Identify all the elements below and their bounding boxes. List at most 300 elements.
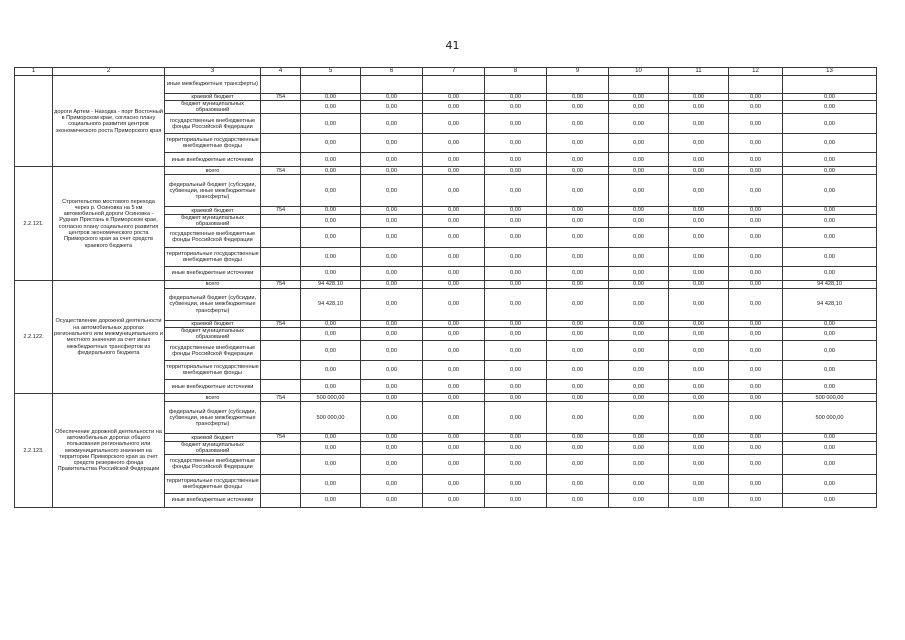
amount-cell: 0,00 (609, 94, 669, 101)
amount-cell: 500 000,00 (301, 394, 361, 402)
admin-code: 754 (261, 394, 301, 402)
amount-cell: 0,00 (485, 493, 547, 507)
amount-cell: 0,00 (423, 341, 485, 361)
amount-cell: 0,00 (609, 247, 669, 266)
amount-cell: 94 428,10 (301, 280, 361, 288)
amount-cell: 0,00 (423, 380, 485, 394)
amount-cell (609, 76, 669, 94)
amount-cell: 0,00 (547, 247, 609, 266)
admin-code: 754 (261, 434, 301, 441)
amount-cell: 0,00 (547, 328, 609, 341)
admin-code (261, 441, 301, 454)
amount-cell: 0,00 (547, 266, 609, 280)
amount-cell: 0,00 (783, 341, 877, 361)
page-number: 41 (445, 39, 460, 52)
amount-cell: 0,00 (361, 94, 423, 101)
amount-cell: 0,00 (547, 167, 609, 175)
amount-cell: 0,00 (361, 266, 423, 280)
admin-code: 754 (261, 280, 301, 288)
amount-cell: 0,00 (485, 474, 547, 493)
funding-source: территориальные государственные внебюджетные фонды (165, 361, 261, 380)
amount-cell: 0,00 (485, 266, 547, 280)
amount-cell: 0,00 (669, 394, 729, 402)
amount-cell: 0,00 (669, 227, 729, 247)
amount-cell: 0,00 (729, 434, 783, 441)
amount-cell: 0,00 (485, 153, 547, 167)
amount-cell: 0,00 (669, 361, 729, 380)
admin-code (261, 454, 301, 474)
amount-cell: 0,00 (485, 207, 547, 214)
funding-source: иные межбюджетные трансферты) (165, 76, 261, 94)
amount-cell: 0,00 (485, 214, 547, 227)
amount-cell: 0,00 (729, 454, 783, 474)
amount-cell: 0,00 (485, 94, 547, 101)
amount-cell: 0,00 (485, 227, 547, 247)
amount-cell: 0,00 (609, 474, 669, 493)
amount-cell: 0,00 (361, 434, 423, 441)
amount-cell: 0,00 (423, 320, 485, 327)
amount-cell: 0,00 (301, 175, 361, 207)
admin-code (261, 175, 301, 207)
amount-cell: 0,00 (485, 288, 547, 320)
amount-cell: 0,00 (609, 134, 669, 153)
amount-cell: 0,00 (361, 280, 423, 288)
funding-source: территориальные государственные внебюджетные фонды (165, 474, 261, 493)
amount-cell: 0,00 (669, 94, 729, 101)
column-header: 4 (261, 68, 301, 76)
amount-cell: 0,00 (783, 227, 877, 247)
amount-cell: 0,00 (669, 328, 729, 341)
amount-cell: 0,00 (547, 454, 609, 474)
amount-cell: 0,00 (361, 493, 423, 507)
admin-code (261, 266, 301, 280)
item-number: 2.2.121. (15, 167, 53, 280)
admin-code (261, 474, 301, 493)
admin-code (261, 247, 301, 266)
amount-cell: 0,00 (361, 341, 423, 361)
amount-cell: 0,00 (729, 101, 783, 114)
amount-cell: 0,00 (485, 328, 547, 341)
amount-cell: 0,00 (669, 214, 729, 227)
admin-code (261, 134, 301, 153)
amount-cell: 0,00 (361, 247, 423, 266)
amount-cell: 0,00 (423, 280, 485, 288)
amount-cell: 0,00 (609, 175, 669, 207)
amount-cell: 0,00 (301, 214, 361, 227)
amount-cell: 0,00 (669, 280, 729, 288)
amount-cell: 0,00 (783, 493, 877, 507)
funding-source: территориальные государственные внебюджетные фонды (165, 247, 261, 266)
amount-cell (423, 76, 485, 94)
amount-cell: 0,00 (301, 153, 361, 167)
amount-cell: 0,00 (669, 434, 729, 441)
amount-cell: 0,00 (609, 153, 669, 167)
amount-cell: 0,00 (547, 441, 609, 454)
amount-cell: 0,00 (729, 227, 783, 247)
amount-cell: 0,00 (547, 214, 609, 227)
amount-cell (301, 76, 361, 94)
amount-cell: 0,00 (301, 94, 361, 101)
amount-cell: 0,00 (783, 175, 877, 207)
amount-cell (361, 76, 423, 94)
amount-cell: 500 000,00 (783, 402, 877, 434)
column-header: 3 (165, 68, 261, 76)
amount-cell: 0,00 (669, 441, 729, 454)
measure-name: дороги Артем - Находка - порт Восточный в Приморском крае, согласно плану социального развития центров экономического роста Приморского края (53, 76, 165, 167)
header-row (15, 68, 877, 76)
amount-cell: 0,00 (361, 153, 423, 167)
amount-cell: 0,00 (361, 134, 423, 153)
amount-cell: 0,00 (729, 320, 783, 327)
amount-cell: 0,00 (423, 441, 485, 454)
measure-name: Осуществление дорожной деятельности на автомобильных дорогах регионального или межмуниципального и местного значения за счет иных межбюджетных трансфертов из федерального бюджета (53, 280, 165, 393)
amount-cell: 0,00 (361, 167, 423, 175)
funding-source: иные внебюджетные источники (165, 380, 261, 394)
amount-cell: 0,00 (485, 101, 547, 114)
table-row (15, 280, 877, 288)
amount-cell: 0,00 (609, 441, 669, 454)
amount-cell: 500 000,00 (301, 402, 361, 434)
amount-cell: 0,00 (669, 266, 729, 280)
amount-cell: 0,00 (669, 320, 729, 327)
funding-source: краевой бюджет (165, 434, 261, 441)
funding-source: иные внебюджетные источники (165, 153, 261, 167)
amount-cell: 0,00 (361, 474, 423, 493)
admin-code (261, 341, 301, 361)
admin-code (261, 361, 301, 380)
amount-cell: 0,00 (301, 167, 361, 175)
amount-cell: 0,00 (301, 227, 361, 247)
admin-code (261, 328, 301, 341)
amount-cell: 0,00 (729, 441, 783, 454)
table-row (15, 394, 877, 402)
admin-code (261, 493, 301, 507)
amount-cell: 0,00 (729, 493, 783, 507)
amount-cell: 0,00 (547, 474, 609, 493)
amount-cell: 0,00 (609, 227, 669, 247)
amount-cell: 0,00 (423, 153, 485, 167)
amount-cell: 0,00 (301, 101, 361, 114)
amount-cell: 0,00 (547, 134, 609, 153)
amount-cell: 0,00 (485, 320, 547, 327)
amount-cell: 0,00 (423, 114, 485, 134)
amount-cell: 0,00 (423, 361, 485, 380)
amount-cell: 500 000,00 (783, 394, 877, 402)
amount-cell: 0,00 (783, 320, 877, 327)
funding-source: всего (165, 167, 261, 175)
amount-cell: 0,00 (361, 207, 423, 214)
amount-cell: 0,00 (485, 280, 547, 288)
amount-cell: 0,00 (783, 328, 877, 341)
amount-cell: 0,00 (301, 114, 361, 134)
amount-cell: 0,00 (361, 114, 423, 134)
amount-cell: 0,00 (783, 214, 877, 227)
amount-cell: 0,00 (361, 380, 423, 394)
funding-source: бюджет муниципальных образований (165, 328, 261, 341)
budget-table (14, 67, 877, 508)
amount-cell: 0,00 (423, 134, 485, 153)
amount-cell: 0,00 (361, 394, 423, 402)
amount-cell: 0,00 (301, 247, 361, 266)
amount-cell: 0,00 (485, 361, 547, 380)
amount-cell: 0,00 (485, 434, 547, 441)
amount-cell: 94 428,10 (783, 280, 877, 288)
amount-cell: 0,00 (547, 394, 609, 402)
amount-cell: 0,00 (609, 328, 669, 341)
admin-code: 754 (261, 167, 301, 175)
funding-source: всего (165, 280, 261, 288)
admin-code (261, 380, 301, 394)
amount-cell: 0,00 (669, 402, 729, 434)
amount-cell: 0,00 (423, 207, 485, 214)
amount-cell: 0,00 (485, 402, 547, 434)
amount-cell: 0,00 (783, 134, 877, 153)
column-header: 11 (669, 68, 729, 76)
measure-name: Строительство мостового перехода через р. Осиновка на 5 км автомобильной дороги Осиновка - Рудная Пристань в Приморском крае, согласно плану социального развития центров экономического роста Приморского края за счет средств краевого бюджета (53, 167, 165, 280)
amount-cell: 0,00 (609, 434, 669, 441)
amount-cell: 0,00 (609, 207, 669, 214)
amount-cell: 0,00 (669, 134, 729, 153)
admin-code (261, 288, 301, 320)
funding-source: государственные внебюджетные фонды Российской Федерации (165, 227, 261, 247)
amount-cell: 94 428,10 (783, 288, 877, 320)
admin-code (261, 402, 301, 434)
amount-cell: 0,00 (547, 114, 609, 134)
amount-cell: 0,00 (669, 380, 729, 394)
funding-source: государственные внебюджетные фонды Российской Федерации (165, 114, 261, 134)
amount-cell: 0,00 (547, 94, 609, 101)
amount-cell: 0,00 (485, 134, 547, 153)
amount-cell: 0,00 (423, 266, 485, 280)
amount-cell: 0,00 (485, 380, 547, 394)
amount-cell (485, 76, 547, 94)
amount-cell: 0,00 (423, 454, 485, 474)
amount-cell: 0,00 (609, 320, 669, 327)
amount-cell: 0,00 (783, 167, 877, 175)
funding-source: федеральный бюджет (субсидии, субвенции, иные межбюджетные трансферты) (165, 402, 261, 434)
amount-cell: 0,00 (783, 454, 877, 474)
amount-cell: 0,00 (547, 380, 609, 394)
amount-cell: 0,00 (783, 474, 877, 493)
amount-cell: 0,00 (669, 114, 729, 134)
amount-cell: 0,00 (609, 167, 669, 175)
amount-cell: 0,00 (301, 320, 361, 327)
amount-cell: 0,00 (301, 341, 361, 361)
funding-source: федеральный бюджет (субсидии, субвенции, иные межбюджетные трансферты) (165, 175, 261, 207)
amount-cell: 0,00 (609, 493, 669, 507)
amount-cell: 0,00 (783, 94, 877, 101)
amount-cell: 0,00 (547, 101, 609, 114)
amount-cell: 0,00 (485, 114, 547, 134)
amount-cell: 0,00 (485, 247, 547, 266)
admin-code (261, 214, 301, 227)
column-header: 12 (729, 68, 783, 76)
amount-cell: 0,00 (783, 441, 877, 454)
amount-cell: 0,00 (361, 175, 423, 207)
admin-code (261, 227, 301, 247)
amount-cell: 0,00 (609, 402, 669, 434)
amount-cell: 0,00 (729, 361, 783, 380)
amount-cell: 0,00 (423, 328, 485, 341)
funding-source: территориальные государственные внебюджетные фонды (165, 134, 261, 153)
admin-code (261, 153, 301, 167)
amount-cell: 0,00 (729, 247, 783, 266)
amount-cell: 0,00 (547, 320, 609, 327)
amount-cell: 0,00 (361, 320, 423, 327)
amount-cell: 0,00 (729, 280, 783, 288)
amount-cell: 0,00 (547, 153, 609, 167)
amount-cell: 0,00 (485, 341, 547, 361)
amount-cell: 94 428,10 (301, 288, 361, 320)
admin-code: 754 (261, 207, 301, 214)
amount-cell: 0,00 (609, 288, 669, 320)
funding-source: бюджет муниципальных образований (165, 101, 261, 114)
amount-cell: 0,00 (609, 101, 669, 114)
amount-cell: 0,00 (361, 402, 423, 434)
amount-cell: 0,00 (547, 341, 609, 361)
amount-cell: 0,00 (609, 280, 669, 288)
amount-cell: 0,00 (669, 493, 729, 507)
amount-cell: 0,00 (301, 207, 361, 214)
amount-cell: 0,00 (609, 361, 669, 380)
amount-cell: 0,00 (729, 341, 783, 361)
amount-cell: 0,00 (669, 454, 729, 474)
amount-cell: 0,00 (423, 101, 485, 114)
amount-cell: 0,00 (783, 266, 877, 280)
amount-cell: 0,00 (729, 153, 783, 167)
amount-cell: 0,00 (669, 101, 729, 114)
amount-cell: 0,00 (783, 247, 877, 266)
amount-cell: 0,00 (547, 493, 609, 507)
amount-cell: 0,00 (783, 101, 877, 114)
amount-cell: 0,00 (609, 341, 669, 361)
amount-cell: 0,00 (301, 134, 361, 153)
amount-cell: 0,00 (609, 394, 669, 402)
amount-cell: 0,00 (729, 214, 783, 227)
column-header: 7 (423, 68, 485, 76)
amount-cell: 0,00 (729, 288, 783, 320)
amount-cell: 0,00 (423, 175, 485, 207)
amount-cell: 0,00 (729, 328, 783, 341)
amount-cell: 0,00 (361, 441, 423, 454)
amount-cell: 0,00 (547, 288, 609, 320)
amount-cell: 0,00 (547, 280, 609, 288)
amount-cell: 0,00 (361, 227, 423, 247)
table-row (15, 167, 877, 175)
amount-cell: 0,00 (609, 214, 669, 227)
funding-source: государственные внебюджетные фонды Российской Федерации (165, 454, 261, 474)
amount-cell: 0,00 (485, 441, 547, 454)
amount-cell: 0,00 (729, 266, 783, 280)
amount-cell: 0,00 (729, 402, 783, 434)
amount-cell: 0,00 (423, 474, 485, 493)
column-header: 13 (783, 68, 877, 76)
admin-code (261, 101, 301, 114)
amount-cell: 0,00 (669, 288, 729, 320)
amount-cell: 0,00 (547, 434, 609, 441)
funding-source: краевой бюджет (165, 207, 261, 214)
amount-cell: 0,00 (547, 175, 609, 207)
funding-source: федеральный бюджет (субсидии, субвенции, иные межбюджетные трансферты) (165, 288, 261, 320)
amount-cell: 0,00 (669, 153, 729, 167)
amount-cell: 0,00 (423, 493, 485, 507)
amount-cell: 0,00 (609, 266, 669, 280)
item-number (15, 76, 53, 167)
amount-cell: 0,00 (669, 175, 729, 207)
amount-cell: 0,00 (423, 247, 485, 266)
admin-code (261, 114, 301, 134)
amount-cell (729, 76, 783, 94)
amount-cell: 0,00 (301, 493, 361, 507)
amount-cell: 0,00 (547, 227, 609, 247)
column-header: 5 (301, 68, 361, 76)
admin-code (261, 76, 301, 94)
amount-cell: 0,00 (301, 434, 361, 441)
amount-cell: 0,00 (361, 288, 423, 320)
column-header: 10 (609, 68, 669, 76)
amount-cell: 0,00 (783, 380, 877, 394)
amount-cell: 0,00 (669, 207, 729, 214)
amount-cell: 0,00 (361, 101, 423, 114)
amount-cell (669, 76, 729, 94)
funding-source: краевой бюджет (165, 94, 261, 101)
amount-cell: 0,00 (301, 380, 361, 394)
amount-cell: 0,00 (729, 394, 783, 402)
amount-cell: 0,00 (729, 207, 783, 214)
amount-cell: 0,00 (301, 266, 361, 280)
amount-cell: 0,00 (361, 454, 423, 474)
amount-cell: 0,00 (361, 361, 423, 380)
amount-cell: 0,00 (361, 214, 423, 227)
amount-cell: 0,00 (669, 341, 729, 361)
amount-cell: 0,00 (547, 361, 609, 380)
amount-cell: 0,00 (729, 175, 783, 207)
amount-cell: 0,00 (609, 454, 669, 474)
column-header: 6 (361, 68, 423, 76)
amount-cell: 0,00 (485, 394, 547, 402)
amount-cell: 0,00 (783, 114, 877, 134)
amount-cell: 0,00 (423, 94, 485, 101)
funding-source: бюджет муниципальных образований (165, 214, 261, 227)
funding-source: краевой бюджет (165, 320, 261, 327)
amount-cell: 0,00 (783, 153, 877, 167)
amount-cell: 0,00 (669, 247, 729, 266)
funding-source: государственные внебюджетные фонды Российской Федерации (165, 341, 261, 361)
amount-cell: 0,00 (423, 288, 485, 320)
amount-cell: 0,00 (783, 434, 877, 441)
column-header: 9 (547, 68, 609, 76)
admin-code: 754 (261, 94, 301, 101)
item-number: 2.2.122. (15, 280, 53, 393)
amount-cell (783, 76, 877, 94)
amount-cell: 0,00 (729, 134, 783, 153)
amount-cell: 0,00 (547, 207, 609, 214)
amount-cell: 0,00 (783, 361, 877, 380)
amount-cell: 0,00 (729, 474, 783, 493)
amount-cell: 0,00 (485, 454, 547, 474)
table-row (15, 76, 877, 94)
funding-source: иные внебюджетные источники (165, 266, 261, 280)
column-header: 8 (485, 68, 547, 76)
amount-cell: 0,00 (609, 114, 669, 134)
amount-cell: 0,00 (423, 214, 485, 227)
amount-cell: 0,00 (301, 441, 361, 454)
amount-cell: 0,00 (301, 328, 361, 341)
funding-source: всего (165, 394, 261, 402)
amount-cell: 0,00 (729, 380, 783, 394)
amount-cell: 0,00 (301, 361, 361, 380)
funding-source: иные внебюджетные источники (165, 493, 261, 507)
